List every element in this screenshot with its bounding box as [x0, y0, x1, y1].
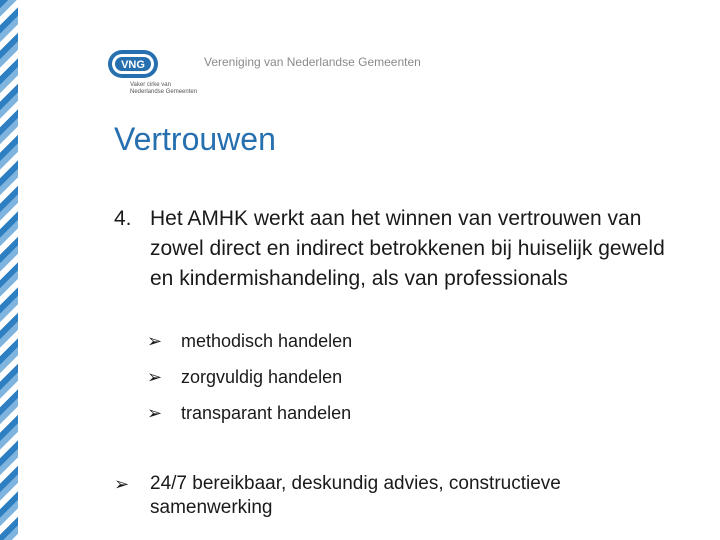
arrow-bullet-icon: ➢ — [147, 367, 163, 387]
organization-name: Vereniging van Nederlandse Gemeenten — [204, 55, 421, 69]
sub-point-item — [147, 361, 352, 397]
point-number: 4. — [114, 207, 132, 230]
logo-text: VNG — [121, 59, 145, 71]
sub-point-label: methodisch handelen — [181, 331, 353, 351]
sub-point-item — [147, 325, 352, 361]
arrow-bullet-icon: ➢ — [147, 331, 163, 351]
main-point — [114, 204, 674, 294]
sub-point-item — [147, 397, 352, 433]
bottom-point — [114, 472, 674, 520]
sub-point-label: transparant handelen — [181, 403, 352, 423]
slide-title: Vertrouwen — [114, 121, 276, 157]
logo-tagline-line-2: Nederlandse Gemeenten — [130, 89, 198, 95]
sub-point-label: zorgvuldig handelen — [181, 367, 343, 387]
point-text: Het AMHK werkt aan het winnen van vertrouwen van zowel direct en indirect betrokkenen bij huiselijk geweld en kindermishandeling, als van professionals — [150, 207, 665, 290]
logo-tagline — [130, 82, 197, 96]
decorative-stripe — [0, 0, 18, 540]
arrow-bullet-icon: ➢ — [147, 403, 163, 423]
sub-point-list — [147, 325, 352, 433]
arrow-bullet-icon: ➢ — [114, 474, 130, 494]
logo-tagline-line-1: Vaker cirke van — [130, 82, 171, 88]
bottom-point-text: 24/7 bereikbaar, deskundig advies, constructieve samenwerking — [150, 473, 561, 518]
